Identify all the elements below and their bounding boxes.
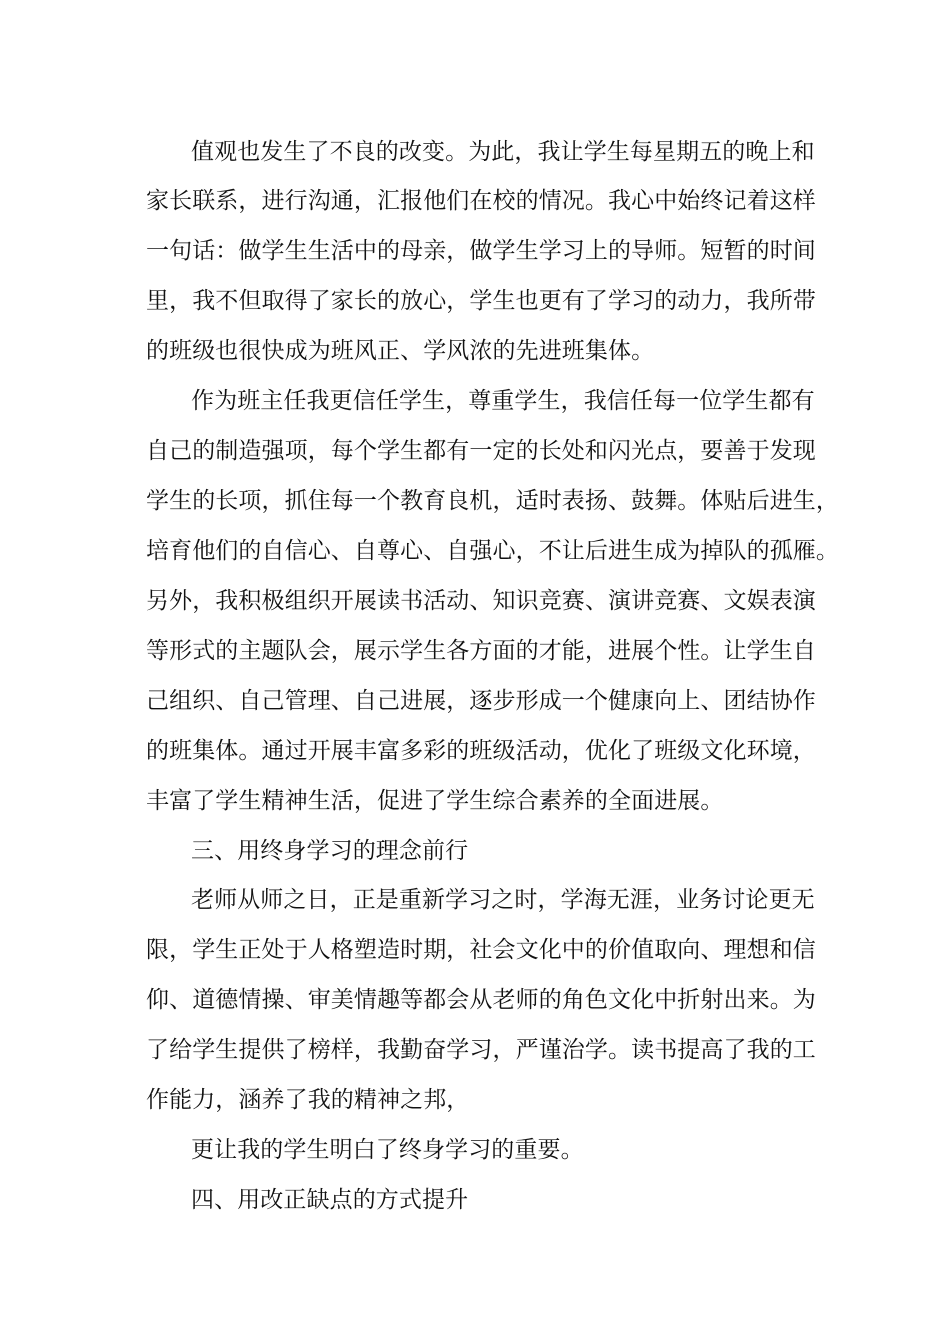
paragraph-line: 里，我不但取得了家长的放心，学生也更有了学习的动力，我所带 [146, 288, 816, 314]
paragraph-line: 了给学生提供了榜样，我勤奋学习，严谨治学。读书提高了我的工 [146, 1037, 816, 1063]
paragraph-line: 一句话：做学生生活中的母亲，做学生学习上的导师。短暂的时间 [146, 238, 816, 264]
paragraph-line: 的班集体。通过开展丰富多彩的班级活动，优化了班级文化环境， [146, 738, 816, 764]
paragraph-line: 自己的制造强项，每个学生都有一定的长处和闪光点，要善于发现 [146, 438, 816, 464]
paragraph-line: 丰富了学生精神生活，促进了学生综合素养的全面进展。 [146, 788, 724, 814]
paragraph-line: 老师从师之日，正是重新学习之时，学海无涯，业务讨论更无 [191, 887, 815, 913]
paragraph-line: 作能力，涵养了我的精神之邦， [146, 1087, 470, 1113]
paragraph-line: 家长联系，进行沟通，汇报他们在校的情况。我心中始终记着这样 [146, 188, 816, 214]
paragraph-line: 己组织、自己管理、自己进展，逐步形成一个健康向上、团结协作 [146, 688, 816, 714]
paragraph-line: 更让我的学生明白了终身学习的重要。 [191, 1137, 584, 1163]
section-heading: 四、用改正缺点的方式提升 [191, 1187, 469, 1213]
paragraph-line: 培育他们的自信心、自尊心、自强心，不让后进生成为掉队的孤雁。 [146, 538, 839, 564]
paragraph-line: 等形式的主题队会，展示学生各方面的才能，进展个性。让学生自 [146, 638, 816, 664]
section-heading: 三、用终身学习的理念前行 [191, 838, 469, 864]
paragraph-line: 的班级也很快成为班风正、学风浓的先进班集体。 [146, 338, 655, 364]
paragraph-line: 学生的长项，抓住每一个教育良机，适时表扬、鼓舞。体贴后进生， [146, 488, 839, 514]
paragraph-line: 作为班主任我更信任学生，尊重学生，我信任每一位学生都有 [191, 388, 815, 414]
paragraph-line: 限，学生正处于人格塑造时期，社会文化中的价值取向、理想和信 [146, 937, 816, 963]
paragraph-line: 另外，我积极组织开展读书活动、知识竞赛、演讲竞赛、文娱表演 [146, 588, 816, 614]
paragraph-line: 值观也发生了不良的改变。为此，我让学生每星期五的晚上和 [191, 139, 815, 165]
paragraph-line: 仰、道德情操、审美情趣等都会从老师的角色文化中折射出来。为 [146, 987, 816, 1013]
